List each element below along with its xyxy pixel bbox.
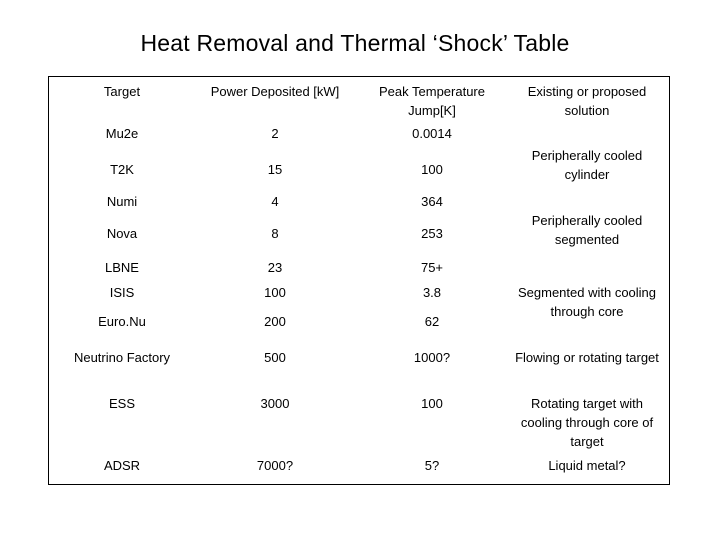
page-title: Heat Removal and Thermal ‘Shock’ Table	[140, 30, 570, 56]
row-mu2e-temp: 0.0014	[412, 126, 452, 141]
solution-liquid-metal: Liquid metal?	[548, 458, 626, 473]
row-mu2e-power: 2	[271, 126, 279, 141]
solution-rotating-core: Rotating target with cooling through core of target	[520, 396, 654, 449]
row-euronu-power: 200	[264, 314, 286, 329]
row-mu2e-target: Mu2e	[105, 126, 139, 141]
row-numi-target: Numi	[106, 194, 138, 209]
row-isis-power: 100	[264, 285, 286, 300]
row-neutrino-factory-temp: 1000?	[413, 350, 451, 365]
row-euronu-temp: 62	[424, 314, 440, 329]
row-ess-power: 3000	[260, 396, 290, 411]
row-euronu-target: Euro.Nu	[98, 314, 146, 329]
row-numi-power: 4	[271, 194, 279, 209]
row-t2k-temp: 100	[421, 162, 443, 177]
row-nova-temp: 253	[421, 226, 443, 241]
row-lbne-temp: 75+	[420, 260, 444, 275]
row-adsr-target: ADSR	[103, 458, 141, 473]
row-isis-target: ISIS	[109, 285, 135, 300]
header-target: Target	[103, 84, 141, 99]
solution-flowing-rotating: Flowing or rotating target	[515, 350, 659, 365]
row-isis-temp: 3.8	[422, 285, 442, 300]
solution-peripheral-cylinder: Peripherally cooled cylinder	[531, 148, 643, 182]
row-neutrino-factory-target: Neutrino Factory	[73, 350, 171, 365]
header-temp: Peak Temperature Jump[K]	[379, 84, 485, 118]
row-neutrino-factory-power: 500	[264, 350, 286, 365]
header-solution: Existing or proposed solution	[527, 84, 647, 118]
row-ess-temp: 100	[421, 396, 443, 411]
row-adsr-power: 7000?	[256, 458, 294, 473]
header-power: Power Deposited [kW]	[210, 84, 340, 99]
solution-segmented-core: Segmented with cooling through core	[517, 285, 657, 319]
row-nova-target: Nova	[106, 226, 138, 241]
row-adsr-temp: 5?	[424, 458, 440, 473]
row-lbne-target: LBNE	[105, 260, 139, 275]
row-t2k-target: T2K	[110, 162, 134, 177]
row-t2k-power: 15	[267, 162, 283, 177]
row-numi-temp: 364	[421, 194, 443, 209]
row-nova-power: 8	[271, 226, 279, 241]
solution-peripheral-segmented: Peripherally cooled segmented	[531, 213, 643, 247]
row-lbne-power: 23	[267, 260, 283, 275]
row-ess-target: ESS	[108, 396, 135, 411]
